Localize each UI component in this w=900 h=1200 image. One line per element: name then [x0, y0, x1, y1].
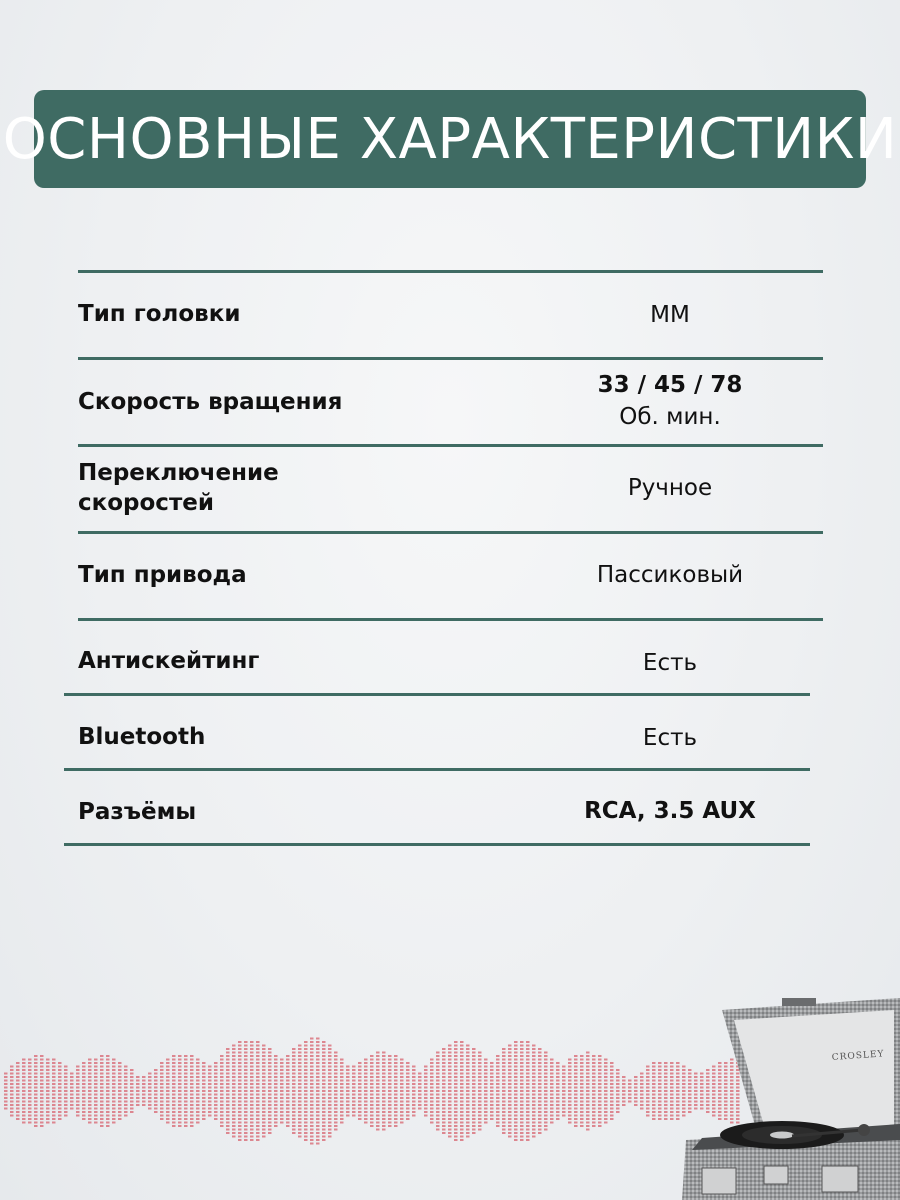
spec-value-rotation-unit: Об. мин. [619, 404, 721, 430]
divider [78, 618, 823, 621]
divider [78, 531, 823, 534]
spec-value-speed-switch: Ручное [627, 475, 713, 501]
spec-label-speed-switch-line1: Переключение [78, 460, 279, 486]
page-title: ОСНОВНЫЕ ХАРАКТЕРИСТИКИ [2, 106, 898, 172]
spec-label-connectors: Разъёмы [78, 799, 197, 825]
spec-value-bluetooth: Есть [642, 725, 698, 751]
spec-value-head-type: ММ [650, 302, 690, 328]
sound-wave-decoration [0, 1030, 760, 1180]
spec-value-antiskating: Есть [642, 650, 698, 676]
divider [64, 843, 810, 846]
spec-label-antiskating: Антискейтинг [78, 648, 260, 674]
spec-value-rotation-speed: 33 / 45 / 78 [597, 372, 743, 398]
spec-label-rotation-speed: Скорость вращения [78, 389, 343, 415]
brand-logo: CROSLEY [831, 1049, 885, 1063]
spec-label-bluetooth: Bluetooth [78, 724, 206, 750]
turntable-image [672, 990, 900, 1200]
spec-label-speed-switch-line2: скоростей [78, 490, 214, 516]
spec-label-drive-type: Тип привода [78, 562, 247, 588]
divider [64, 693, 810, 696]
title-banner [2, 90, 898, 188]
divider [78, 444, 823, 447]
divider [78, 270, 823, 273]
divider [78, 357, 823, 360]
spec-value-connectors: RCA, 3.5 AUX [584, 798, 756, 824]
spec-label-head-type: Тип головки [78, 301, 241, 327]
divider [64, 768, 810, 771]
spec-value-drive-type: Пассиковый [596, 562, 744, 588]
